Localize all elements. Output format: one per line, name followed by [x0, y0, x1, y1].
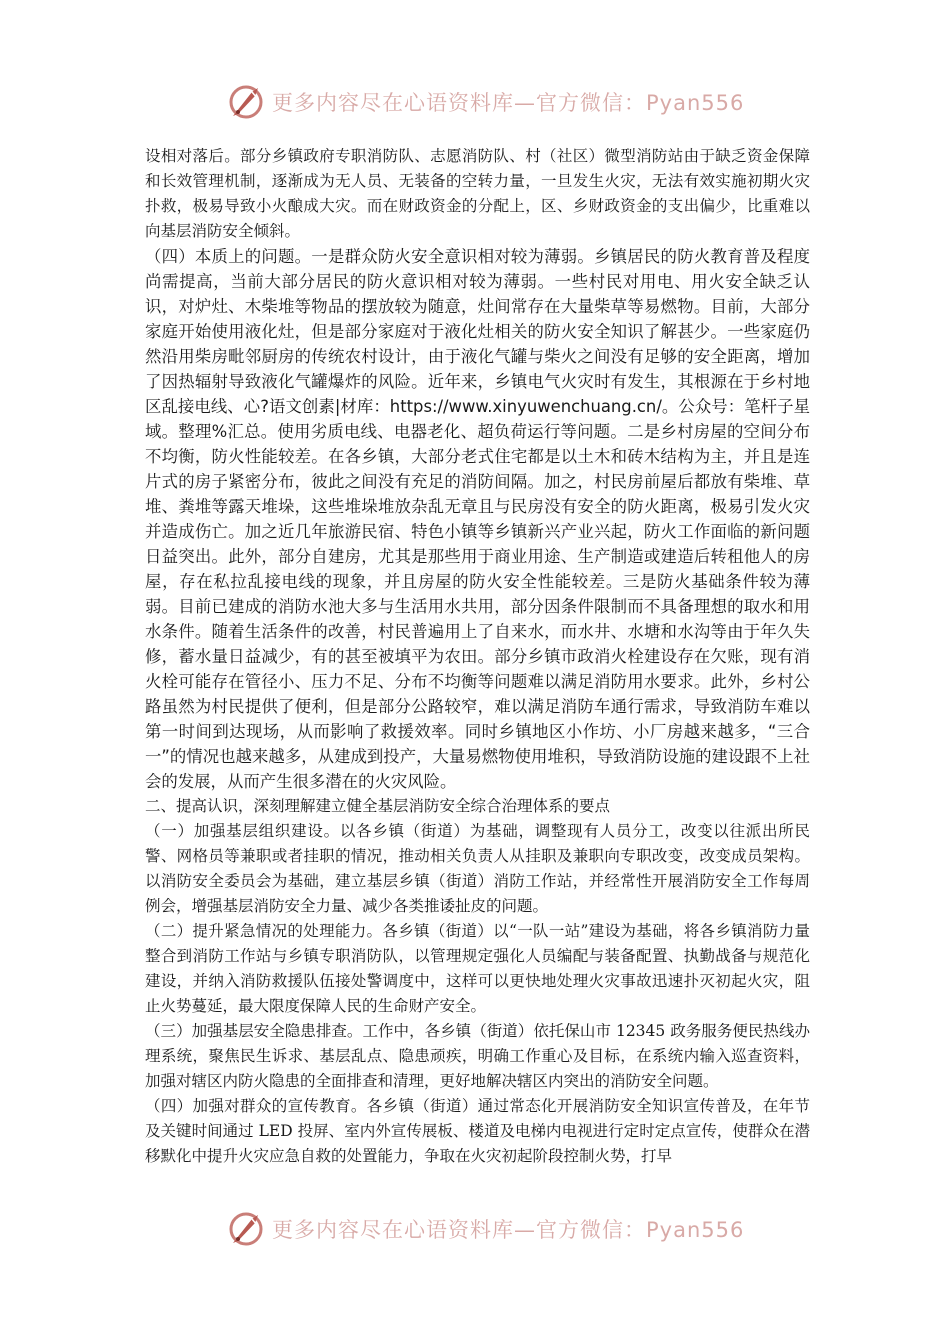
document-body [145, 144, 810, 1169]
watermark-text: 更多内容尽在心语资料库—官方微信：Pyan556 [272, 91, 745, 115]
paragraph-item-2: （二）提升紧急情况的处理能力。各乡镇（街道）以“一队一站”建设为基础，将各乡镇消防力量整合到消防工作站与乡镇专职消防队，以管理规定强化人员编配与装备配置、执勤战备与规范化建设，并纳入消防救援队伍接处警调度中，这样可以更快地处理火灾事故迅速扑灭初起火灾，阻止火势蔓延，最大限度保障人民的生命财产安全。 [145, 922, 810, 1015]
header-watermark-banner [226, 80, 746, 124]
watermark-text: 更多内容尽在心语资料库—官方微信：Pyan556 [272, 1218, 745, 1242]
quill-pen-logo-icon [226, 1209, 266, 1249]
section-heading-2: 二、提高认识，深刻理解建立健全基层消防安全综合治理体系的要点 [145, 797, 611, 815]
paragraph-item-3: （三）加强基层安全隐患排查。工作中，各乡镇（街道）依托保山市 12345 政务服务便民热线办理系统，聚焦民生诉求、基层乱点、隐患顽疾，明确工作重心及目标，在系统内输入巡查资料，加强对辖区内防火隐患的全面排查和清理，更好地解决辖区内突出的消防安全问题。 [145, 1022, 810, 1090]
paragraph-section-4-problems: （四）本质上的问题。一是群众防火安全意识相对较为薄弱。乡镇居民的防火教育普及程度尚需提高，当前大部分居民的防火意识相对较为薄弱。一些村民对用电、用火安全缺乏认识，对炉灶、木柴堆等物品的摆放较为随意，灶间常存在大量柴草等易燃物。目前，大部分家庭开始使用液化灶，但是部分家庭对于液化灶相关的防火安全知识了解甚少。一些家庭仍然沿用柴房毗邻厨房的传统农村设计，由于液化气罐与柴火之间没有足够的安全距离，增加了因热辐射导致液化气罐爆炸的风险。近年来，乡镇电气火灾时有发生，其根源在于乡村地区乱接电线、心?语文创素|材库：https://www.xinyuwenchuang.cn/。公众号：笔杆子星域。整理%汇总。使用劣质电线、电器老化、超负荷运行等问题。二是乡村房屋的空间分布不均衡，防火性能较差。在各乡镇，大部分老式住宅都是以土木和砖木结构为主，并且是连片式的房子紧密分布，彼此之间没有充足的消防间隔。加之，村民房前屋后都放有柴堆、草堆、粪堆等露天堆垛，这些堆垛堆放杂乱无章且与民房没有安全的防火距离，极易引发火灾并造成伤亡。加之近几年旅游民宿、特色小镇等乡镇新兴产业兴起，防火工作面临的新问题日益突出。此外，部分自建房，尤其是那些用于商业用途、生产制造或建造后转租他人的房屋，存在私拉乱接电线的现象，并且房屋的防火安全性能较差。三是防火基础条件较为薄弱。目前已建成的消防水池大多与生活用水共用，部分因条件限制而不具备理想的取水和用水条件。随着生活条件的改善，村民普遍用上了自来水，而水井、水塘和水沟等由于年久失修，蓄水量日益减少，有的甚至被填平为农田。部分乡镇市政消火栓建设存在欠账，现有消火栓可能存在管径小、压力不足、分布不均衡等问题难以满足消防用水要求。此外，乡村公路虽然为村民提供了便利，但是部分公路较窄，难以满足消防车通行需求，导致消防车难以第一时间到达现场，从而影响了救援效率。同时乡镇地区小作坊、小厂房越来越多，“三合一”的情况也越来越多，从建成到投产，大量易燃物使用堆积，导致消防设施的建设跟不上社会的发展，从而产生很多潜在的火灾风险。 [145, 247, 810, 791]
paragraph-item-1: （一）加强基层组织建设。以各乡镇（街道）为基础，调整现有人员分工，改变以往派出所民警、网格员等兼职或者挂职的情况，推动相关负责人从挂职及兼职向专职改变，改变成员架构。以消防安全委员会为基础，建立基层乡镇（街道）消防工作站，并经常性开展消防安全工作每周例会，增强基层消防安全力量、减少各类推诿扯皮的问题。 [145, 822, 810, 915]
quill-pen-logo-icon [226, 82, 266, 122]
paragraph-continuation: 设相对落后。部分乡镇政府专职消防队、志愿消防队、村（社区）微型消防站由于缺乏资金保障和长效管理机制，逐渐成为无人员、无装备的空转力量，一旦发生火灾，无法有效实施初期火灾扑救，极易导致小火酿成大灾。而在财政资金的分配上，区、乡财政资金的支出偏少，比重难以向基层消防安全倾斜。 [145, 147, 810, 240]
footer-watermark-banner [226, 1207, 746, 1251]
paragraph-item-4: （四）加强对群众的宣传教育。各乡镇（街道）通过常态化开展消防安全知识宣传普及，在年节及关键时间通过 LED 投屏、室内外宣传展板、楼道及电梯内电视进行定时定点宣传，使群众在潜移默化中提升火灾应急自救的处置能力，争取在火灾初起阶段控制火势，打早 [145, 1097, 810, 1165]
